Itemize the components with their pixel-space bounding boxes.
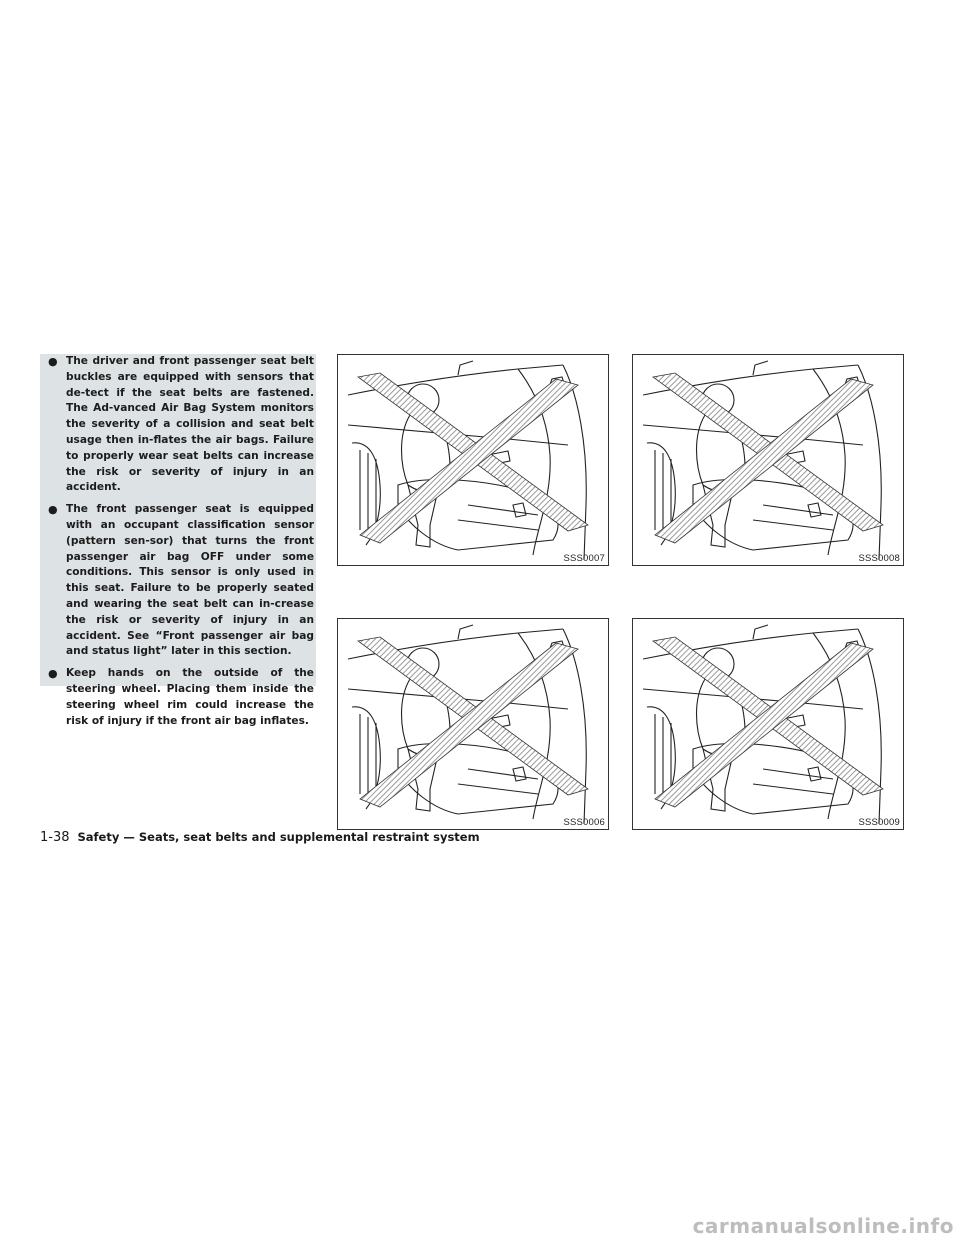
warning-bullet-3 bbox=[44, 666, 314, 729]
seat-illustration bbox=[633, 619, 903, 829]
warning-text-3: Keep hands on the outside of the steering wheel. Placing them inside the steering wheel rim could increase the risk of injury if the front air bag inflates. bbox=[66, 667, 314, 727]
figure-code: SSS0009 bbox=[858, 817, 900, 828]
seat-illustration bbox=[338, 355, 608, 565]
figure-code: SSS0007 bbox=[563, 553, 605, 564]
bullet-dot: ● bbox=[48, 355, 58, 368]
warning-text-1: The driver and front passenger seat belt buckles are equipped with sensors that de-tect if the seat belts are fastened. The Ad-vanced Air Bag System monitors the severity of a collision and seat belt usage then in-flates the air bags. Failure to properly wear seat belts can increase the risk or severity of injury in an accident. bbox=[66, 355, 314, 494]
figure-code: SSS0006 bbox=[563, 817, 605, 828]
page-number: 1-38 bbox=[40, 830, 70, 845]
seat-illustration bbox=[633, 355, 903, 565]
warning-bullet-1 bbox=[44, 354, 314, 496]
watermark: carmanualsonline.info bbox=[692, 1214, 954, 1238]
bullet-dot: ● bbox=[48, 503, 58, 517]
warning-box bbox=[40, 354, 316, 727]
seat-illustration bbox=[338, 619, 608, 829]
figure-code: SSS0008 bbox=[858, 553, 900, 564]
figure-sss0006 bbox=[337, 618, 609, 830]
bullet-dot: ● bbox=[48, 667, 58, 681]
figure-sss0008 bbox=[632, 354, 904, 566]
figure-sss0007 bbox=[337, 354, 609, 566]
figure-sss0009 bbox=[632, 618, 904, 830]
warning-text-2: The front passenger seat is equipped with an occupant classification sensor (pattern sen-sor) that turns the front passenger air bag OFF under some conditions. This sensor is only used in this seat. Failure to be properly seated and wearing the seat belt can in-crease the risk or severity of injury in an accident. See “Front passenger air bag and status light” later in this section. bbox=[66, 503, 314, 658]
section-title: Safety — Seats, seat belts and supplemental restraint system bbox=[77, 830, 480, 844]
page-footer bbox=[40, 826, 480, 845]
warning-bullet-2 bbox=[44, 502, 314, 660]
